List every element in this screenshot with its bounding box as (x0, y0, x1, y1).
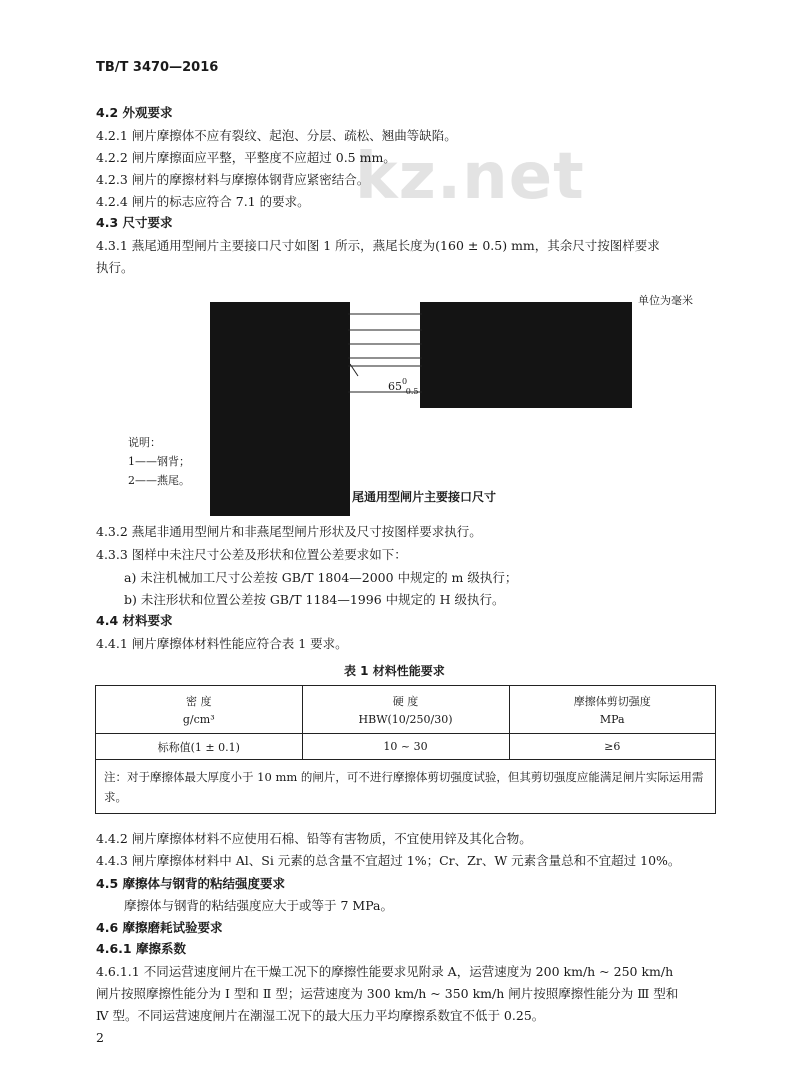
unit-label: 单位为毫米 (638, 294, 693, 307)
clause-4-4-2: 4.4.2 闸片摩擦体材料不应使用石棉、铅等有害物质，不宜使用锌及其化合物。 (96, 831, 532, 846)
table-header-row (96, 686, 716, 734)
header-shear-strength-name: 摩擦体剪切强度 (573, 695, 651, 708)
clause-4-3-3-a: a) 未注机械加工尺寸公差按 GB/T 1804—2000 中规定的 m 级执行； (124, 570, 518, 585)
clause-4-4-3: 4.4.3 闸片摩擦体材料中 Al、Si 元素的总含量不宜超过 1%；Cr、Zr、W 元素含量总和不宜超过 10%。 (96, 853, 681, 868)
table-note-row (96, 760, 716, 814)
section-heading-4-5: 4.5 摩擦体与钢背的粘结强度要求 (96, 876, 285, 891)
header-density (96, 686, 303, 734)
clause-4-3-1-cont: 执行。 (96, 260, 134, 275)
header-hardness-name: 硬 度 (392, 695, 419, 708)
section-heading-4-4: 4.4 材料要求 (96, 613, 173, 628)
clause-4-6-1-1-cont-2: Ⅳ 型。不同运营速度闸片在潮湿工况下的最大压力平均摩擦系数宜不低于 0.25。 (96, 1008, 545, 1023)
clause-4-6-1-1: 4.6.1.1 不同运营速度闸片在干燥工况下的摩擦性能要求见附录 A，运营速度为 200 km/h ~ 250 km/h (96, 964, 674, 979)
clause-4-3-1: 4.3.1 燕尾通用型闸片主要接口尺寸如图 1 所示，燕尾长度为(160 ± 0.5) mm，其余尺寸按图样要求 (96, 238, 660, 253)
dimension-lower-tol: -0.5 (403, 387, 419, 396)
redacted-figure-left (210, 302, 350, 516)
clause-4-4-1: 4.4.1 闸片摩擦体材料性能应符合表 1 要求。 (96, 636, 348, 651)
clause-4-6-1-1-cont-1: 闸片按照摩擦性能分为 Ⅰ 型和 Ⅱ 型；运营速度为 300 km/h ~ 350 km/h 闸片按照摩擦性能分为 Ⅲ 型和 (96, 986, 679, 1001)
document-code: TB/T 3470—2016 (96, 60, 219, 75)
cell-hardness-value: 10 ~ 30 (302, 734, 509, 760)
dimension-upper-tol: 0 (402, 377, 408, 386)
clause-4-2-4: 4.2.4 闸片的标志应符合 7.1 的要求。 (96, 194, 310, 209)
clause-4-5-text: 摩擦体与钢背的粘结强度应大于或等于 7 MPa。 (124, 898, 394, 913)
header-shear-strength (509, 686, 715, 734)
watermark: kz.net (355, 140, 585, 214)
cell-density-value: 标称值(1 ± 0.1) (96, 734, 303, 760)
legend-title: 说明： (128, 436, 161, 449)
header-hardness (302, 686, 509, 734)
legend-item-2: 2——燕尾。 (128, 474, 190, 487)
dimension-value: 65 (388, 380, 402, 393)
table-row (96, 734, 716, 760)
clause-4-2-2: 4.2.2 闸片摩擦面应平整，平整度不应超过 0.5 mm。 (96, 150, 396, 165)
legend-item-1: 1——钢背； (128, 455, 190, 468)
page-number: 2 (96, 1030, 104, 1045)
header-density-name: 密 度 (186, 695, 212, 708)
header-density-unit: g/cm³ (182, 713, 215, 726)
section-heading-4-2: 4.2 外观要求 (96, 105, 173, 120)
clause-4-3-2: 4.3.2 燕尾非通用型闸片和非燕尾型闸片形状及尺寸按图样要求执行。 (96, 524, 482, 539)
header-shear-strength-unit: MPa (599, 713, 625, 726)
cell-shear-value: ≥6 (509, 734, 715, 760)
redacted-figure-right (420, 302, 632, 408)
clause-4-2-3: 4.2.3 闸片的摩擦材料与摩擦体钢背应紧密结合。 (96, 172, 370, 187)
clause-4-3-3-b: b) 未注形状和位置公差按 GB/T 1184—1996 中规定的 H 级执行。 (124, 592, 505, 607)
table-1-title: 表 1 材料性能要求 (344, 664, 445, 678)
clause-4-3-3: 4.3.3 图样中未注尺寸公差及形状和位置公差要求如下： (96, 547, 407, 562)
clause-4-2-1: 4.2.1 闸片摩擦体不应有裂纹、起泡、分层、疏松、翘曲等缺陷。 (96, 128, 457, 143)
dimension-65 (388, 377, 423, 396)
section-heading-4-6-1: 4.6.1 摩擦系数 (96, 941, 186, 956)
section-heading-4-3: 4.3 尺寸要求 (96, 215, 173, 230)
table-note: 注：对于摩擦体最大厚度小于 10 mm 的闸片，可不进行摩擦体剪切强度试验，但其剪切强度应能满足闸片实际运用需求。 (96, 760, 716, 814)
figure-caption: 尾通用型闸片主要接口尺寸 (352, 490, 497, 504)
table-1 (95, 685, 716, 814)
section-heading-4-6: 4.6 摩擦磨耗试验要求 (96, 920, 223, 935)
header-hardness-unit: HBW(10/250/30) (358, 713, 453, 726)
